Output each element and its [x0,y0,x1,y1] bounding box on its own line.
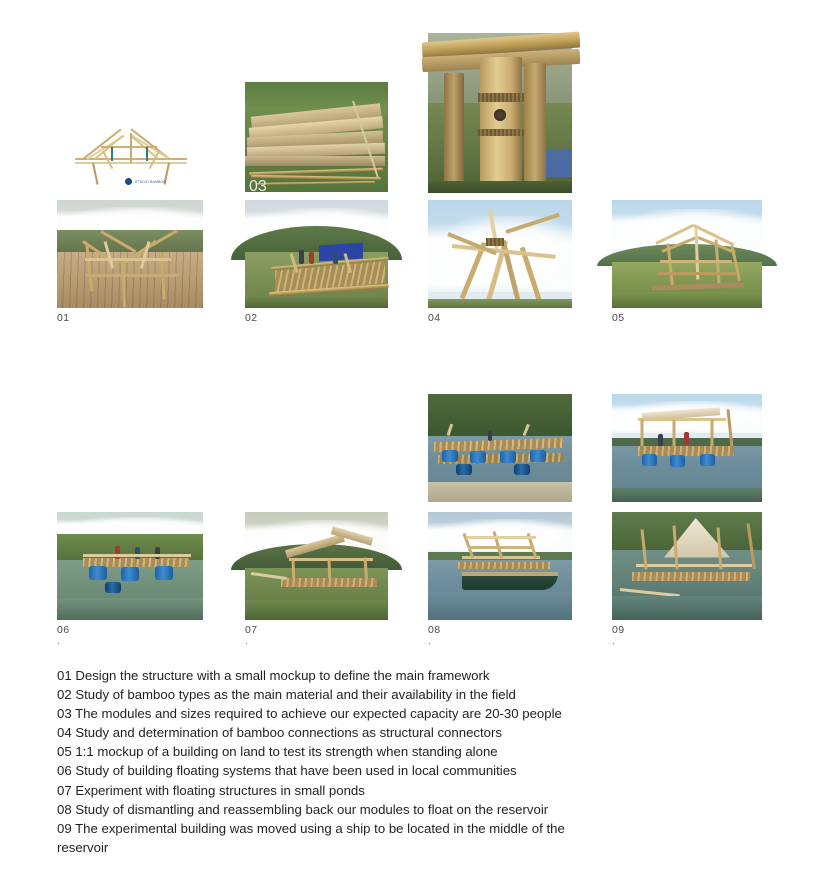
figure-05-image [612,200,762,324]
figure-01-image [57,88,203,193]
caption-line-01: 01 Design the structure with a small mockup to define the main framework [57,668,490,683]
caption-list [57,666,617,857]
figure-02-image [245,200,388,324]
figure-08-image [428,512,572,647]
figure-04-image [428,200,572,324]
caption-line-03: 03 The modules and sizes required to achieve our expected capacity are 20-30 people [57,706,562,722]
studio-logo-text: STUDIO BAMBOO [135,180,167,184]
caption-line-08: 08 Study of dismantling and reassembling back our modules to float on the reservoir [57,801,549,817]
figure-03-caption: 03 [249,178,267,195]
figure-03-image [428,33,572,193]
caption-line-05: 05 1:1 mockup of a building on land to test its strength when standing alone [57,744,498,760]
figure-01-caption: 01 [57,312,70,324]
caption-line-09: 09 The experimental building was moved using a ship to be located in the middle of the reservoir [57,820,569,855]
figure-07-image [245,512,388,647]
figure-06-image [57,512,203,647]
figure-09b-image [612,394,762,502]
caption-line-02: 02 Study of bamboo types as the main material and their availability in the field [57,687,516,703]
figure-07-caption: 07 . [245,624,258,647]
figure-01-image-secondary [57,200,203,324]
studio-logo-icon [125,178,132,185]
figure-09-caption: 09 . [612,624,625,647]
figure-08-caption: 08 . [428,624,441,647]
caption-line-06: 06 Study of building floating systems that have been used in local communities [57,763,517,779]
figure-06b-image [428,394,572,502]
figure-06-caption: 06 . [57,624,70,647]
caption-line-07: 07 Experiment with floating structures in small ponds [57,782,365,798]
figure-02-caption: 02 [245,312,258,324]
caption-line-04: 04 Study and determination of bamboo connections as structural connectors [57,725,502,741]
figure-01-model [57,88,203,193]
figure-05-caption: 05 [612,312,625,324]
figure-09-image [612,512,762,647]
figure-02-top-image [245,82,388,192]
figure-04-caption: 04 [428,312,441,324]
